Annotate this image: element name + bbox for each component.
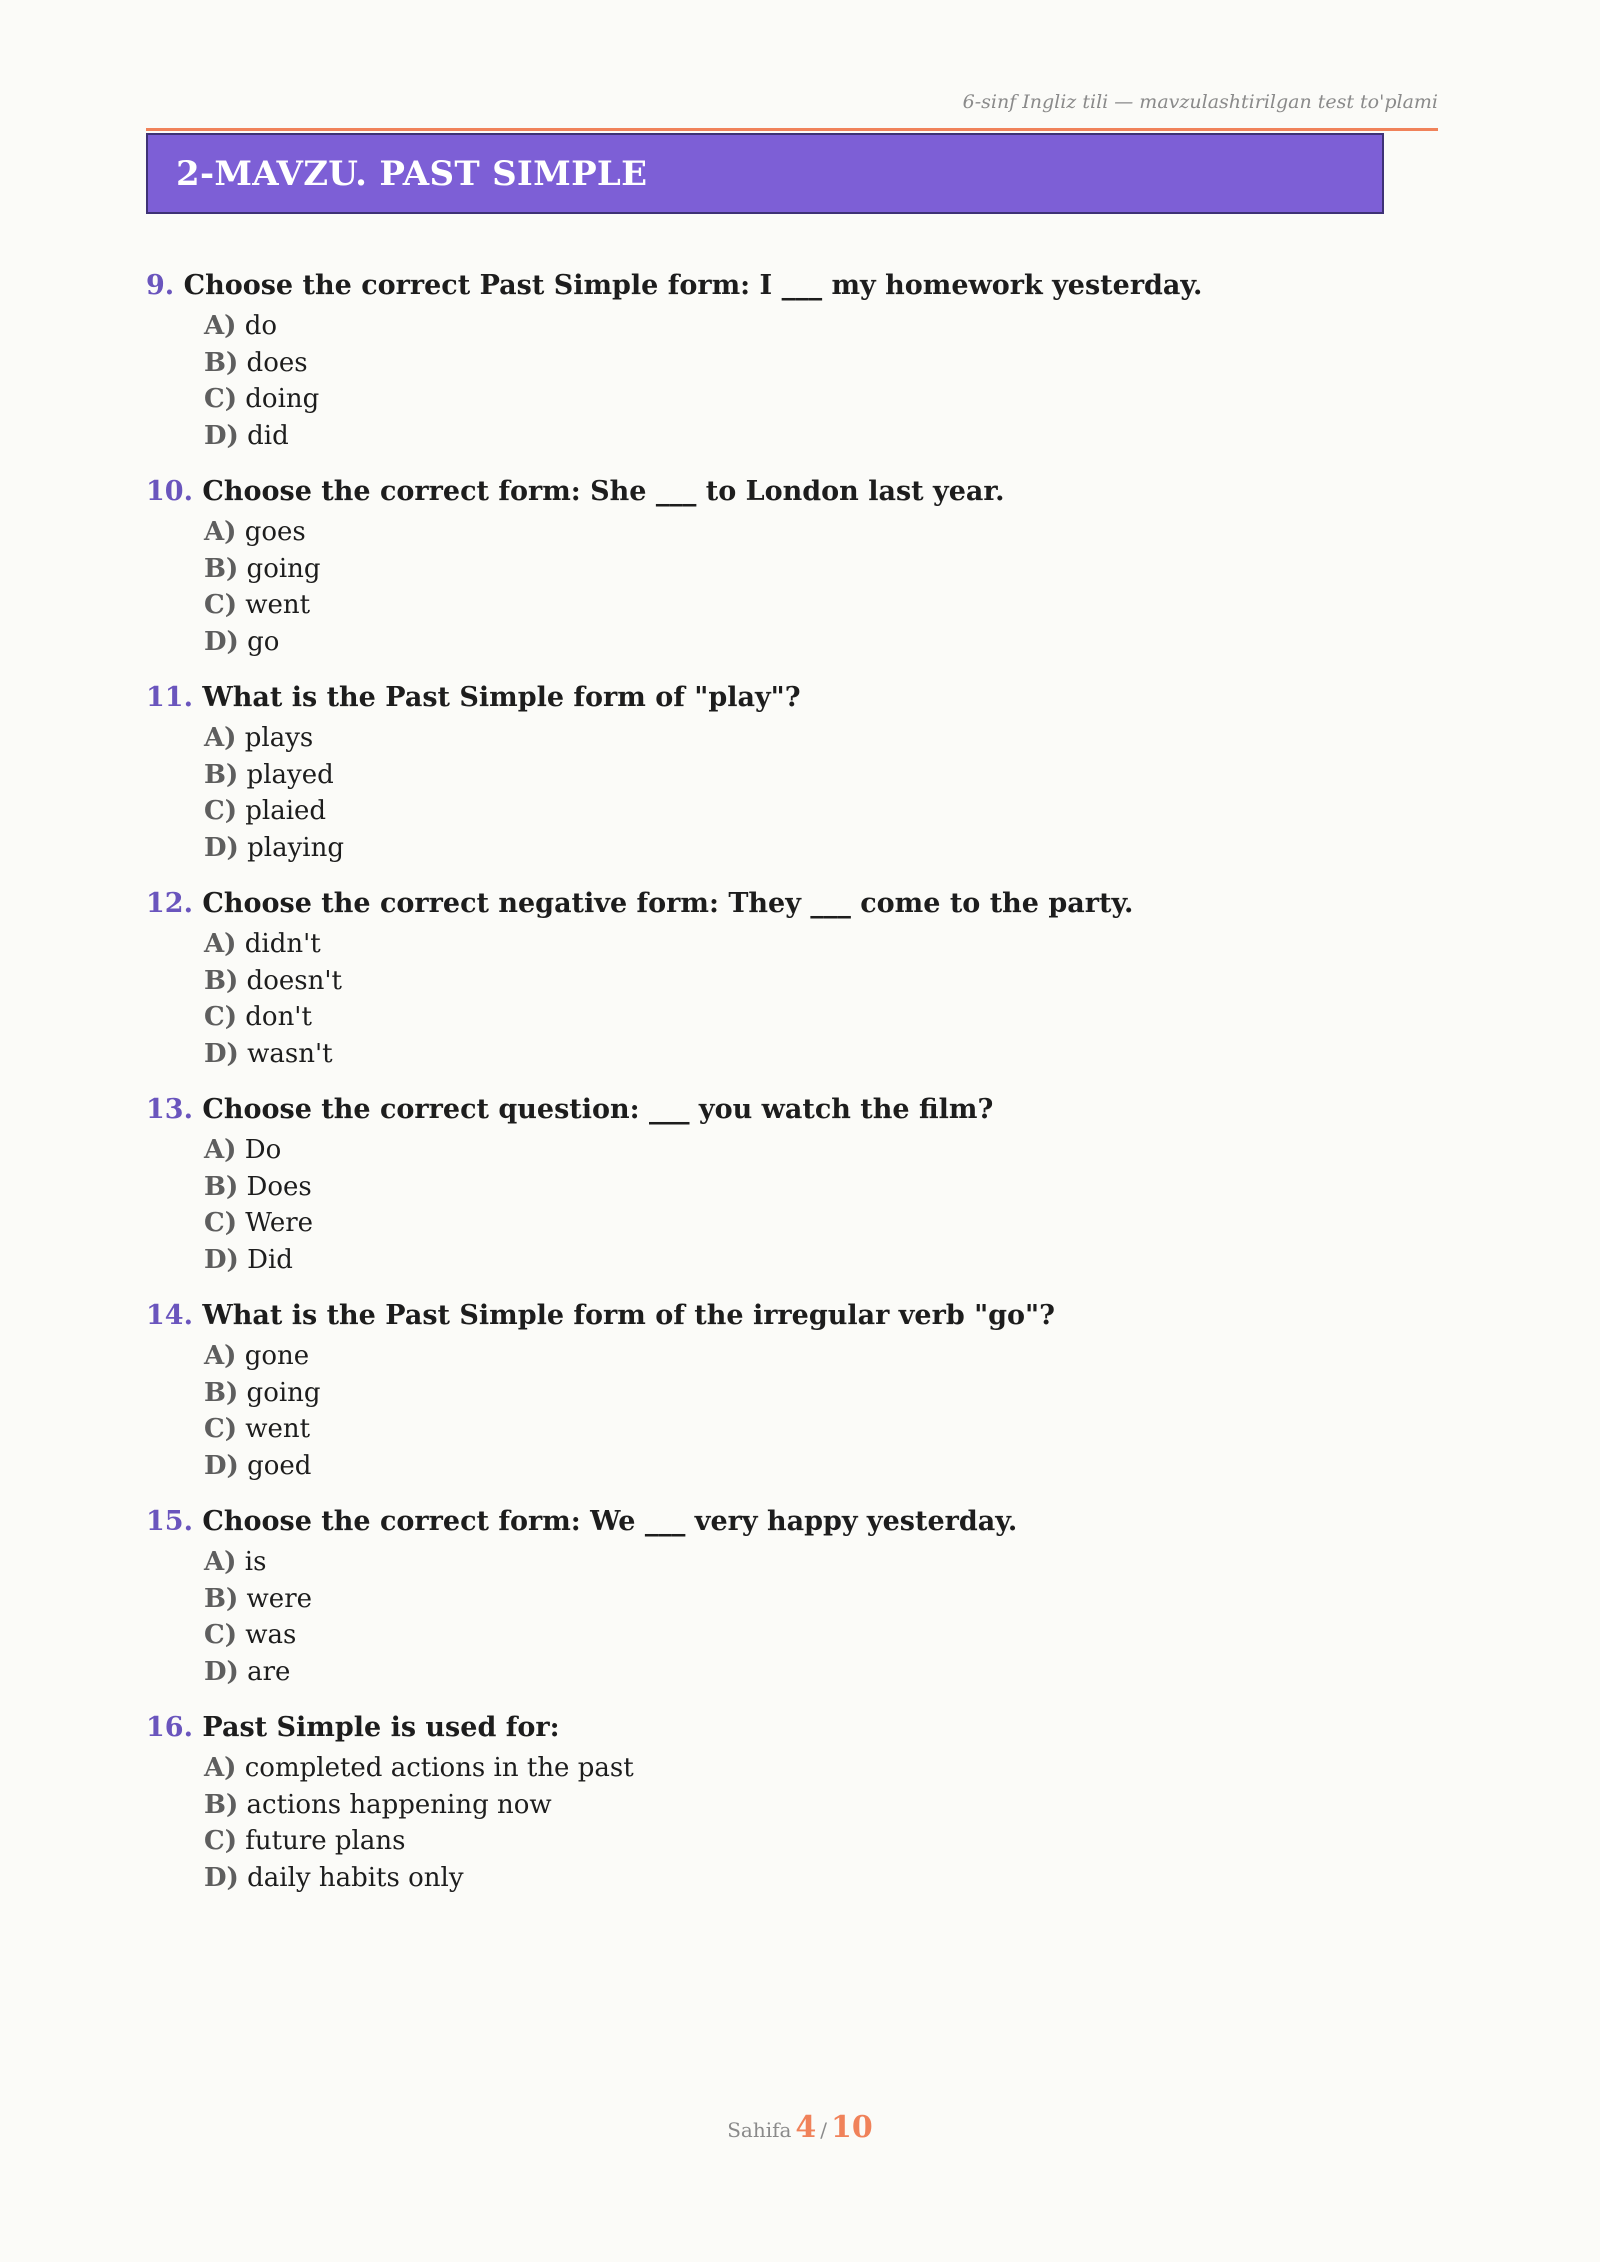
option-text: went <box>245 1414 311 1444</box>
question-heading <box>146 470 1406 514</box>
answer-option-c[interactable] <box>204 999 1406 1036</box>
current-page-number: 4 <box>795 2110 817 2145</box>
answer-option-a[interactable] <box>204 1338 1406 1375</box>
option-letter: A) <box>204 929 237 959</box>
option-text: were <box>246 1583 313 1614</box>
option-text: playing <box>247 832 344 863</box>
total-page-count: 10 <box>831 2110 873 2145</box>
topic-title: 2-MAVZU. PAST SIMPLE <box>176 153 648 194</box>
option-letter: C) <box>204 796 237 826</box>
question-heading <box>146 1294 1406 1338</box>
answer-option-d[interactable] <box>204 1036 1406 1073</box>
option-letter: C) <box>204 1002 237 1032</box>
option-letter: B) <box>204 1789 239 1820</box>
answer-option-d[interactable] <box>204 1654 1406 1691</box>
answer-option-a[interactable] <box>204 1750 1406 1787</box>
answer-options <box>146 1750 1406 1896</box>
option-text: going <box>246 553 321 584</box>
option-letter: D) <box>204 1038 239 1069</box>
answer-option-b[interactable] <box>204 1787 1406 1824</box>
option-letter: B) <box>204 965 239 996</box>
option-letter: A) <box>204 1753 237 1783</box>
question-number: 13. <box>146 1094 193 1125</box>
question-16 <box>146 1706 1406 1912</box>
question-text: Choose the correct form: She ___ to London last year. <box>202 476 1005 507</box>
question-number: 11. <box>146 682 193 713</box>
question-text: What is the Past Simple form of "play"? <box>202 682 801 713</box>
answer-option-c[interactable] <box>204 381 1406 418</box>
question-11 <box>146 676 1406 882</box>
option-text: Were <box>245 1208 314 1238</box>
option-letter: A) <box>204 1135 237 1165</box>
option-letter: A) <box>204 723 237 753</box>
answer-options <box>146 514 1406 660</box>
option-text: played <box>246 759 334 790</box>
option-letter: A) <box>204 1547 237 1577</box>
option-text: actions happening now <box>246 1789 552 1820</box>
option-text: plaied <box>245 796 327 826</box>
option-letter: C) <box>204 1414 237 1444</box>
question-list <box>146 264 1406 1912</box>
question-text: Past Simple is used for: <box>202 1712 560 1743</box>
question-heading <box>146 264 1406 308</box>
option-letter: D) <box>204 420 239 451</box>
option-text: was <box>245 1620 297 1650</box>
option-letter: D) <box>204 1656 239 1687</box>
page-label: Sahifa <box>727 2118 792 2142</box>
answer-option-a[interactable] <box>204 720 1406 757</box>
option-text: future plans <box>245 1826 406 1856</box>
option-letter: C) <box>204 384 237 414</box>
option-text: are <box>247 1656 291 1687</box>
question-12 <box>146 882 1406 1088</box>
option-letter: B) <box>204 553 239 584</box>
option-letter: D) <box>204 1244 239 1275</box>
option-text: doesn't <box>246 965 342 996</box>
answer-option-b[interactable] <box>204 1581 1406 1618</box>
answer-option-c[interactable] <box>204 1411 1406 1448</box>
question-number: 16. <box>146 1712 193 1743</box>
option-letter: D) <box>204 832 239 863</box>
option-letter: D) <box>204 1862 239 1893</box>
option-text: do <box>244 311 278 341</box>
answer-option-d[interactable] <box>204 1242 1406 1279</box>
answer-options <box>146 720 1406 866</box>
question-heading <box>146 676 1406 720</box>
page-separator: / <box>820 2118 828 2142</box>
option-text: Do <box>244 1135 282 1165</box>
option-text: does <box>246 347 308 378</box>
page-footer <box>0 2110 1600 2145</box>
answer-option-a[interactable] <box>204 308 1406 345</box>
answer-option-c[interactable] <box>204 587 1406 624</box>
option-letter: B) <box>204 759 239 790</box>
option-letter: D) <box>204 626 239 657</box>
question-number: 12. <box>146 888 193 919</box>
option-letter: B) <box>204 1583 239 1614</box>
answer-option-b[interactable] <box>204 345 1406 382</box>
question-15 <box>146 1500 1406 1706</box>
option-text: wasn't <box>247 1038 333 1069</box>
option-letter: B) <box>204 1377 239 1408</box>
question-13 <box>146 1088 1406 1294</box>
answer-option-b[interactable] <box>204 963 1406 1000</box>
answer-option-a[interactable] <box>204 1544 1406 1581</box>
option-text: doing <box>245 384 320 414</box>
answer-option-b[interactable] <box>204 1375 1406 1412</box>
option-text: gone <box>244 1341 310 1371</box>
answer-option-a[interactable] <box>204 514 1406 551</box>
option-text: didn't <box>244 929 321 959</box>
option-letter: C) <box>204 1826 237 1856</box>
option-text: going <box>246 1377 321 1408</box>
option-text: goed <box>247 1450 312 1481</box>
question-text: Choose the correct form: We ___ very happy yesterday. <box>202 1506 1018 1537</box>
question-heading <box>146 882 1406 926</box>
answer-option-a[interactable] <box>204 1132 1406 1169</box>
option-text: Does <box>246 1171 312 1202</box>
option-letter: D) <box>204 1450 239 1481</box>
answer-option-b[interactable] <box>204 551 1406 588</box>
question-text: Choose the correct Past Simple form: I ___ my homework yesterday. <box>183 270 1203 301</box>
question-number: 10. <box>146 476 193 507</box>
option-letter: C) <box>204 1620 237 1650</box>
question-9 <box>146 264 1406 470</box>
answer-option-d[interactable] <box>204 1860 1406 1897</box>
answer-option-b[interactable] <box>204 1169 1406 1206</box>
option-text: don't <box>245 1002 312 1032</box>
option-text: goes <box>244 517 306 547</box>
question-10 <box>146 470 1406 676</box>
option-letter: B) <box>204 1171 239 1202</box>
answer-option-c[interactable] <box>204 1823 1406 1860</box>
question-number: 15. <box>146 1506 193 1537</box>
option-text: plays <box>244 723 314 753</box>
question-number: 14. <box>146 1300 193 1331</box>
answer-option-b[interactable] <box>204 757 1406 794</box>
option-letter: A) <box>204 517 237 547</box>
option-text: daily habits only <box>247 1862 464 1893</box>
option-letter: C) <box>204 1208 237 1238</box>
question-heading <box>146 1500 1406 1544</box>
running-header: 6-sinf Ingliz tili — mavzulashtirilgan test to'plami <box>962 91 1438 113</box>
answer-options <box>146 1544 1406 1690</box>
answer-options <box>146 1338 1406 1484</box>
topic-title-bar <box>146 133 1384 214</box>
option-letter: A) <box>204 311 237 341</box>
answer-option-d[interactable] <box>204 1448 1406 1485</box>
option-text: completed actions in the past <box>244 1753 634 1783</box>
answer-options <box>146 1132 1406 1278</box>
option-letter: A) <box>204 1341 237 1371</box>
answer-option-c[interactable] <box>204 1617 1406 1654</box>
answer-option-a[interactable] <box>204 926 1406 963</box>
option-text: go <box>247 626 280 657</box>
answer-option-c[interactable] <box>204 1205 1406 1242</box>
option-text: did <box>247 420 289 451</box>
question-heading <box>146 1706 1406 1750</box>
answer-option-c[interactable] <box>204 793 1406 830</box>
option-text: Did <box>247 1244 293 1275</box>
question-text: Choose the correct negative form: They ___ come to the party. <box>202 888 1134 919</box>
header-divider <box>146 128 1438 131</box>
question-14 <box>146 1294 1406 1500</box>
answer-option-d[interactable] <box>204 624 1406 661</box>
option-letter: C) <box>204 590 237 620</box>
question-number: 9. <box>146 270 175 301</box>
answer-options <box>146 926 1406 1072</box>
question-text: Choose the correct question: ___ you watch the film? <box>202 1094 994 1125</box>
option-letter: B) <box>204 347 239 378</box>
option-text: went <box>245 590 311 620</box>
answer-option-d[interactable] <box>204 418 1406 455</box>
answer-options <box>146 308 1406 454</box>
question-heading <box>146 1088 1406 1132</box>
answer-option-d[interactable] <box>204 830 1406 867</box>
question-text: What is the Past Simple form of the irregular verb "go"? <box>202 1300 1055 1331</box>
option-text: is <box>244 1547 267 1577</box>
